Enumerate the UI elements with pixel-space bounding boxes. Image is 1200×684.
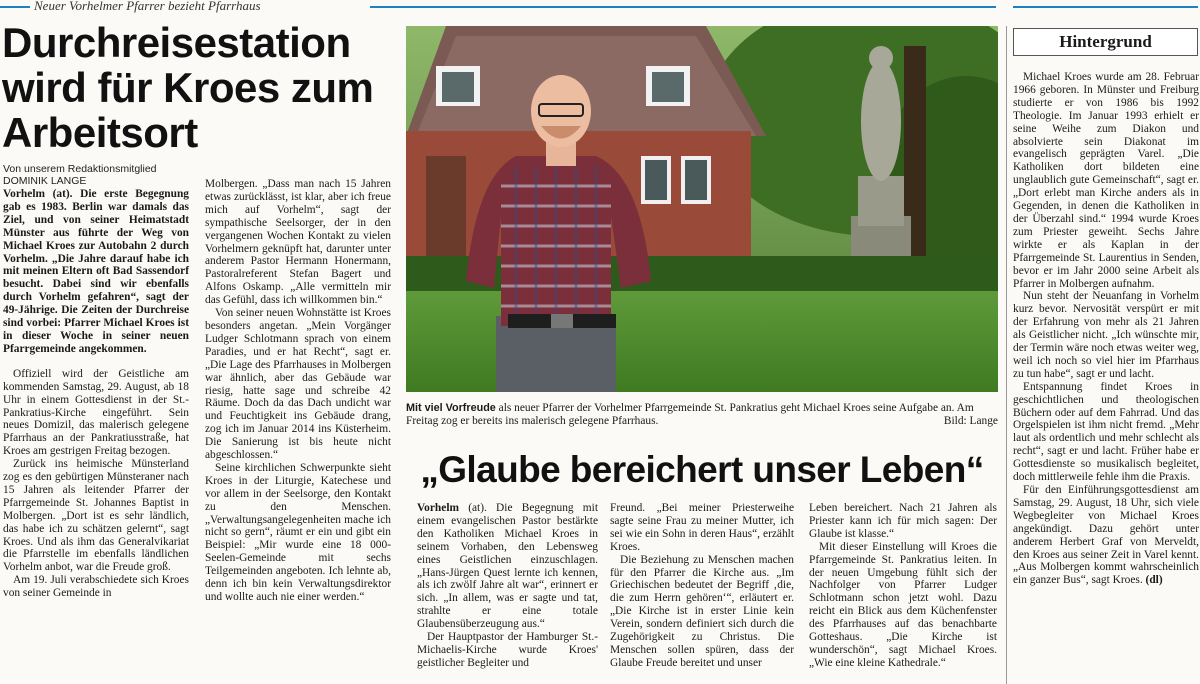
paragraph: Nun steht der Neuanfang in Vorhelm kurz bevor. Nervosität verspürt er mit der Erfahrung von mehr als 21 Jahren als Geistlicher nicht. „Ich wünschte mir, der Termin wäre noch etwas weiter weg, weil ich noch so viel hier im Pfarrhaus zu tun habe“, sagt er und lacht. <box>1013 290 1199 380</box>
paragraph: Molbergen. „Dass man nach 15 Jahren etwas zurücklässt, ist klar, aber ich freue mich auf Vorhelm“, sagt der sympathische Seelsorger, der in den vergangenen Wochen Kontakt zu vielen Vorhelmern geknüpft hat, darunter unter anderem Pastor Hermann Honermann, Pastoralreferent Stefan Bagert und Alfons Oskamp. „Alle vermitteln mir das Gefühl, dass ich willkommen bin.“ <box>205 178 391 307</box>
lead-paragraph: Vorhelm (at). Die erste Begegnung gab es 1983. Berlin war damals das Ziel, und von seiner Heimatstadt Münster aus führte der Weg von Michael Kroes zur Autobahn 2 durch Vorhelm. „Die Jahre darauf habe ich mit meinen Eltern oft Bad Sassendorf besucht. Dabei sind wir ebenfalls durch Vorhelm gefahren“, sagt der 49-Jährige. Die Zeiten der Durchreise sind vorbei: Pfarrer Michael Kroes ist in dieser Woche in seiner neuen Pfarrgemeinde angekommen. <box>3 188 189 355</box>
kicker-rule-left <box>0 6 30 8</box>
paragraph: Michael Kroes wurde am 28. Februar 1966 geboren. In Münster und Freiburg studierte er von 1986 bis 1992 Theologie. Im Januar 1993 erhielt er seine Weihe zum Diakon und absolvierte sein Diakonat im evangelisch geprägten Varel. „Die Katholiken dort bildeten eine unglaublich gute Gemeinschaft“, sagt er. „Dort erlebt man Kirche anders als in Gegenden, in denen die Katholiken in der Überzahl sind.“ 1994 wurde Kroes zum Priester geweiht. Sechs Jahre wirkte er als Kaplan in der Pfarrgemeinde St. Laurentius in Senden, bevor er im Jahr 2000 seine Arbeit als Pfarrer in Molbergen aufnahm. <box>1013 71 1199 290</box>
lead-paragraph <box>417 502 598 631</box>
headline: Durchreisestation wird für Kroes zum Arbeitsort <box>2 19 374 156</box>
caption-lead: Mit viel Vorfreude <box>406 402 496 414</box>
article2-column-1 <box>417 502 598 670</box>
article-column-1 <box>3 188 189 600</box>
paragraph: Zurück ins heimische Münsterland zog es den gebürtigen Münsteraner nach 15 Jahren als leitender Pfarrer der Pfarrgemeinde St. Johannes Baptist in Molbergen. „Dort ist es sehr ländlich, das habe ich zu schätzen gelernt“, sagt Kroes. Und als ihm das Generalvikariat die Pfarrstelle im ebenfalls ländlichen Vorhelm anbot, war die Freude groß. <box>3 458 189 574</box>
kicker-rule <box>370 6 996 8</box>
photo-illustration <box>406 26 998 392</box>
paragraph-text: Für den Einführungsgottesdienst am Samstag, 29. August, 18 Uhr, sich viele Wegbegleiter von Michael Kroes angekündigt. Dazu gehört unter anderem Herbert Graf von Merveldt, den Kroes aus seiner Zeit in Varel kennt. „Aus Molbergen kommt wahrscheinlich ein ganzer Bus“, sagt Kroes. <box>1013 484 1199 587</box>
paragraph: Entspannung findet Kroes in geschichtlichen und theologischen Büchern oder auf dem Fahrrad. Und das Orgelspielen ist ihm nicht fremd. „Mehr laut als ordentlich und mehr schlecht als recht“, sagt er und lacht. Früher habe er Gottesdienste so musikalisch begleitet, doch mittlerweile fehle ihm die Praxis. <box>1013 380 1199 484</box>
paragraph: Von seiner neuen Wohnstätte ist Kroes besonders angetan. „Mein Vorgänger Ludger Schlotmann sprach von einem Paradies, und er hat Recht“, sagt er. „Die Lage des Pfarrhauses in Molbergen war ähnlich, aber das Gebäude war riesig, hatte sage und schreibe 42 Räume. Doch da das Dach undicht war und Feuchtigkeit ins Gebäude drang, zog ich im Januar 2014 ins Küsterheim. Die Sanierung ist bis heute nicht abgeschlossen.“ <box>205 307 391 462</box>
photo-caption <box>406 402 998 428</box>
headline-secondary: „Glaube bereichert unser Leben“ <box>420 449 984 490</box>
paragraph: Seine kirchlichen Schwerpunkte sieht Kroes in der Liturgie, Katechese und vor allem in der Seelsorge, den Kontakt zu den Menschen. „Verwaltungsangelegenheiten mache ich nicht so gern“, räumt er ein und gibt ein Beispiel: „Mir wurde eine 18 000-Seelen-Gemeinde mit sechs Teilgemeinden angeboten. Ich lehnte ab, denn ich bin kein Verwaltungsdirektor und wollte auch nie einer werden.“ <box>205 461 391 603</box>
lead-text: (at). Die Begegnung mit einem evangelischen Pastor bestärkte den Katholiken Michael Kroes in seinem Vorhaben, den Lebensweg eines Geistlichen einzuschlagen. „Hans-Jürgen Quest lernte ich kennen, als ich zwölf Jahre alt war“, erinnert er sich. „In allem, was er sagte und tat, strahlte er eine totale Glaubensüberzeugung aus.“ <box>417 502 598 631</box>
paragraph: Freund. „Bei meiner Priesterweihe sagte seine Frau zu meiner Mutter, ich sei wie ein Sohn in deren Haus“, erzählt Kroes. <box>610 502 794 553</box>
paragraph: Die Beziehung zu Menschen machen für den Pfarrer die Kirche aus. „Im Griechischen bedeutet der Begriff ‚die, die zum Herrn gehören‘“, erläutert er. „Die Kirche ist in erster Linie kein Verein, sondern definiert sich durch die Zugehörigkeit zu Christus. Die Menschen sollen spüren, dass der Glaube Freude bereitet und unser <box>610 553 794 669</box>
article-photo <box>406 26 998 392</box>
author-sign: (dl) <box>1145 574 1163 587</box>
byline <box>3 163 157 187</box>
article2-column-2 <box>610 502 794 670</box>
sidebar-divider <box>1006 26 1007 684</box>
sidebar-column <box>1013 71 1199 587</box>
paragraph: Der Hauptpastor der Hamburger St.-Michaelis-Kirche wurde Kroes' geistlicher Begleiter und <box>417 631 598 669</box>
paragraph: Am 19. Juli verabschiedete sich Kroes von seiner Gemeinde in <box>3 574 189 600</box>
sidebar-top-rule <box>1013 6 1198 8</box>
photo-credit: Bild: Lange <box>943 415 998 427</box>
dateline: Vorhelm <box>417 502 459 514</box>
article-column-2 <box>205 178 391 604</box>
paragraph: Offiziell wird der Geistliche am kommenden Samstag, 29. August, ab 18 Uhr in einem Gottesdienst in der St.-Pankratius-Kirche eingeführt. Sein neues Domizil, das malerisch gelegene Pfarrhaus an der Pankratiusstraße, hat Kroes am gestrigen Freitag bezogen. <box>3 367 189 458</box>
paragraph: Mit dieser Einstellung will Kroes die Pfarrgemeinde St. Pankratius leiten. In der neuen Umgebung fühlt sich der Nachfolger von Pfarrer Ludger Schlotmann schon jetzt wohl. Dazu reicht ein Blick aus dem Küchenfenster des Pfarrhauses auf das benachbarte Gotteshaus. „Die Kirche ist wunderschön“, sagt Michael Kroes. „Wie eine kleine Kathedrale.“ <box>809 540 997 669</box>
kicker: Neuer Vorhelmer Pfarrer bezieht Pfarrhaus <box>34 0 261 13</box>
sidebar-title: Hintergrund <box>1013 28 1198 56</box>
article2-column-3 <box>809 502 997 670</box>
paragraph <box>1013 484 1199 587</box>
caption-text: als neuer Pfarrer der Vorhelmer Pfarrgemeinde St. Pankratius geht Michael Kroes seine Aufgabe an. Am Freitag zog er bereits ins malerisch gelegene Pfarrhaus. <box>406 402 974 427</box>
paragraph: Leben bereichert. Nach 21 Jahren als Priester kann ich für mich sagen: Der Glaube ist klasse.“ <box>809 502 997 540</box>
byline-author: DOMINIK LANGE <box>3 175 87 187</box>
byline-line1: Von unserem Redaktionsmitglied <box>3 163 157 175</box>
